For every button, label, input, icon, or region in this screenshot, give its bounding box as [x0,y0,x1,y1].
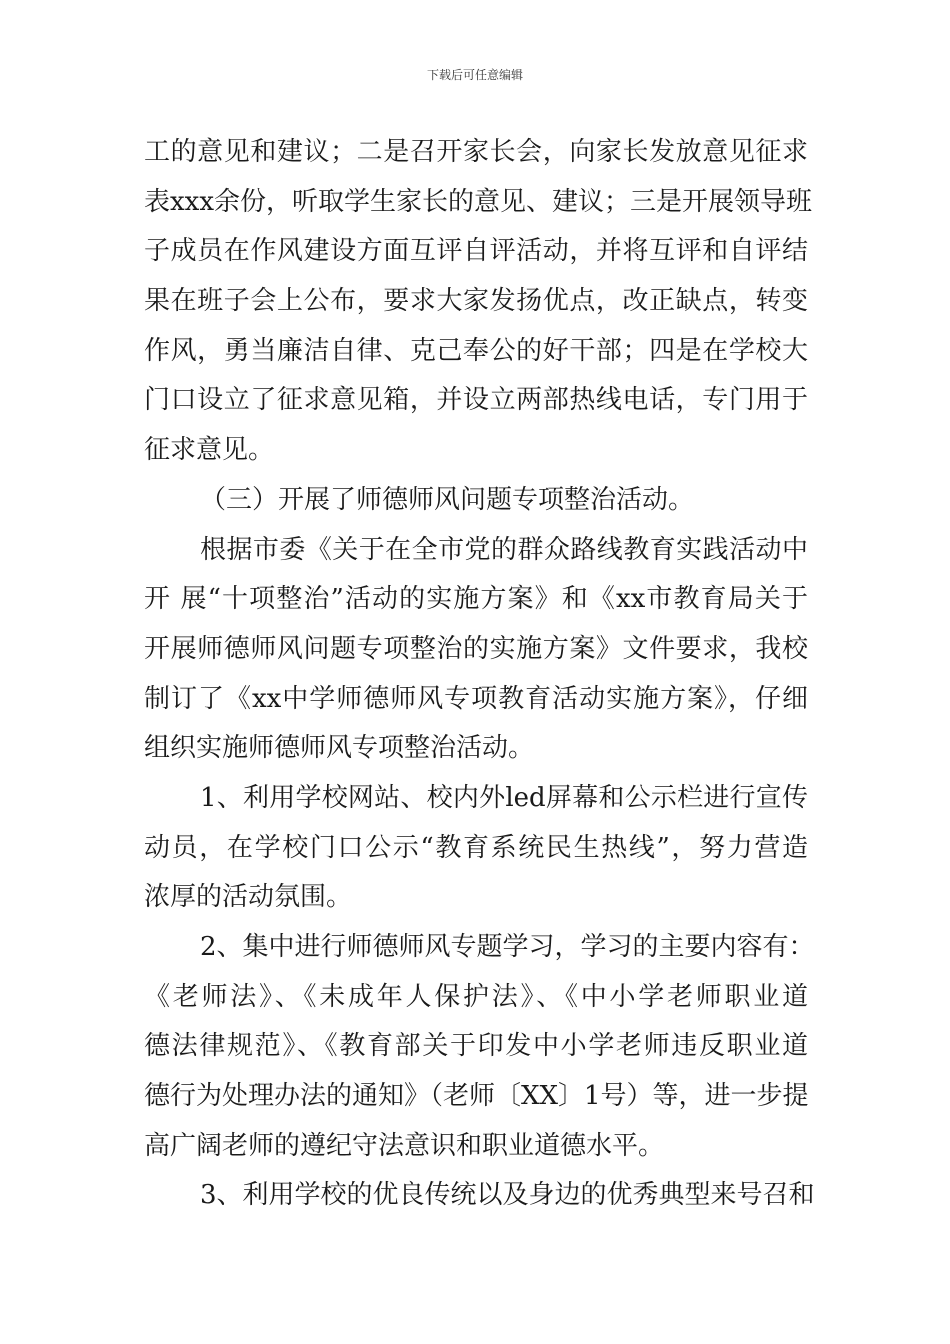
paragraph-line: 动员，在学校门口公示“教育系统民生热线”，努力营造 [144,832,808,863]
paragraph-line: 组织实施师德师风专项整治活动。 [144,733,535,764]
paragraph-line: 工的意见和建议；二是召开家长会，向家长发放意见征求 [144,137,808,167]
paragraph-line: 3、利用学校的优良传统以及身边的优秀典型来号召和 [200,1180,815,1211]
paragraph-line: 1、利用学校网站、校内外led屏幕和公示栏进行宣传 [200,782,808,813]
paragraph-line: 高广阔老师的遵纪守法意识和职业道德水平。 [144,1130,665,1161]
paragraph-line: 根据市委《关于在全市党的群众路线教育实践活动中 [200,534,808,565]
paragraph-line: 开 展“十项整治”活动的实施方案》和《xx市教育局关于 [144,584,808,615]
page-header: 下载后可任意编辑 [426,68,523,82]
paragraph-line: 开展师德师风问题专项整治的实施方案》文件要求，我校 [144,633,808,664]
paragraph-line: 制订了《xx中学师德师风专项教育活动实施方案》，仔细 [144,683,808,714]
paragraph-line: 征求意见。 [144,435,275,466]
paragraph-line: 德法律规范》、《教育部关于印发中小学老师违反职业道 [144,1031,808,1062]
paragraph-line: 作风，勇当廉洁自律、克己奉公的好干部；四是在学校大 [144,335,808,366]
paragraph-line: 门口设立了征求意见箱，并设立两部热线电话，专门用于 [144,385,808,416]
paragraph-line: （三）开展了师德师风问题专项整治活动。 [200,484,695,515]
paragraph-line: 2、集中进行师德师风专题学习，学习的主要内容有： [200,932,815,962]
document-body [144,128,815,1221]
paragraph-line: 子成员在作风建设方面互评自评活动，并将互评和自评结 [144,236,808,267]
paragraph-line: 浓厚的活动氛围。 [144,882,353,913]
paragraph-line: 果在班子会上公布，要求大家发扬优点，改正缺点，转变 [144,286,808,317]
paragraph-line: 表xxx余份，听取学生家长的意见、建议；三是开展领导班 [144,186,812,217]
paragraph-line: 德行为处理办法的通知》（老师〔XX〕1号）等，进一步提 [144,1081,809,1112]
paragraph-line: 《老师法》、《未成年人保护法》、《中小学老师职业道 [144,981,808,1012]
